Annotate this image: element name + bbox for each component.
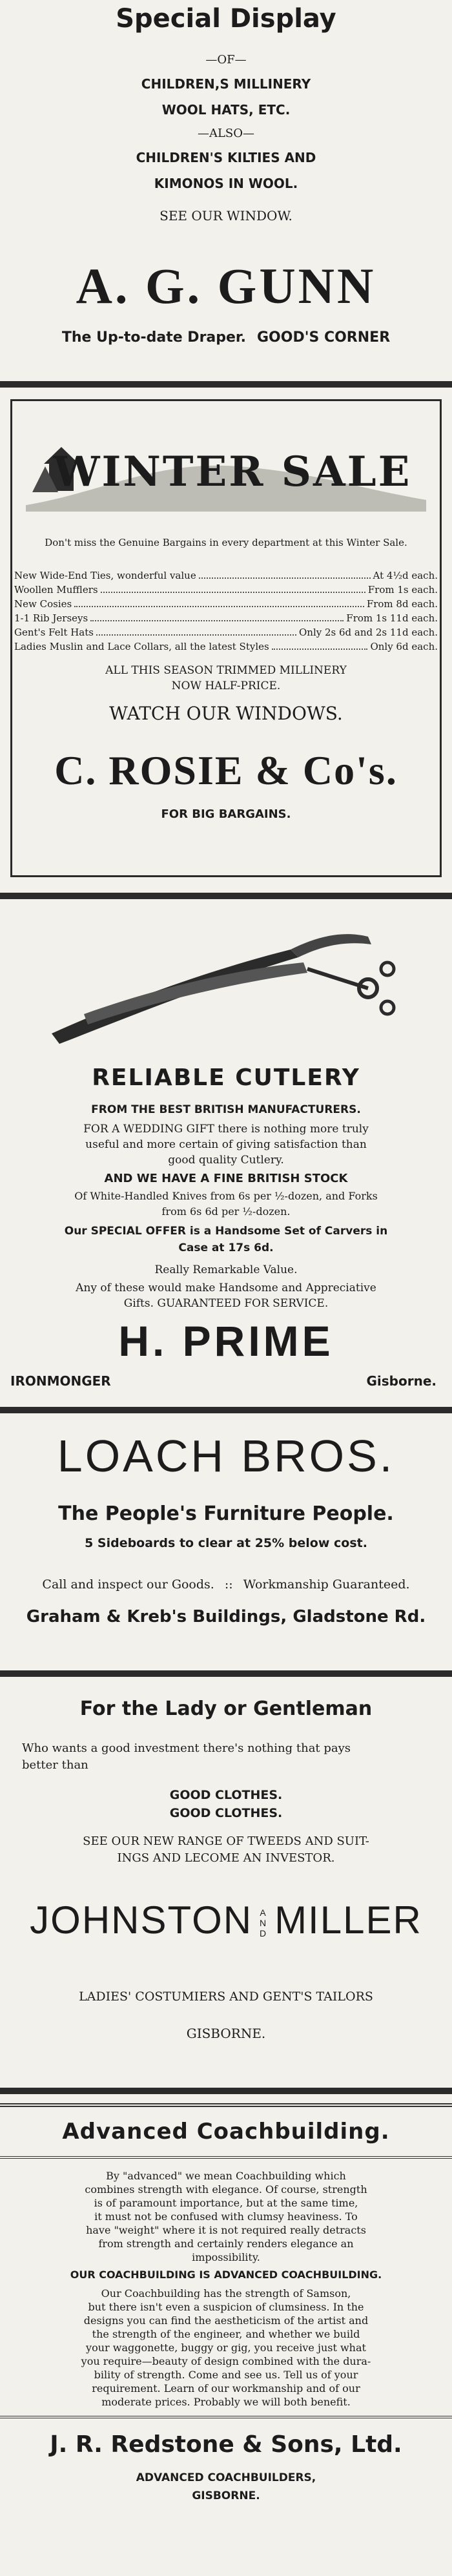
top-rule bbox=[0, 2103, 452, 2107]
redstone-town: GISBORNE. bbox=[192, 2489, 260, 2502]
gift-line-3: good quality Cutlery. bbox=[168, 1154, 284, 1167]
para-line: you require—beauty of design combined with the dura- bbox=[81, 2355, 371, 2367]
price-row bbox=[0, 625, 452, 639]
price-row bbox=[0, 611, 452, 625]
brand-johnston: JOHNSTON bbox=[30, 1898, 253, 1942]
item-name: Ladies Muslin and Lace Collars, all the latest Styles bbox=[14, 641, 269, 652]
brand-miller: MILLER bbox=[274, 1898, 422, 1942]
tweeds-line-2: INGS AND LECOME AN INVESTOR. bbox=[117, 1851, 335, 1865]
para-line: but there isn't even a suspicion of clumsiness. In the bbox=[88, 2301, 364, 2313]
gifts-line-1: Any of these would make Handsome and Appreciative bbox=[76, 1282, 376, 1294]
carving-set-illustration bbox=[45, 917, 407, 1046]
lady-gentleman-headline: For the Lady or Gentleman bbox=[79, 1698, 373, 1720]
half-price-line: NOW HALF-PRICE. bbox=[171, 680, 281, 692]
brand-rosie: C. ROSIE & Co's. bbox=[54, 747, 398, 793]
item-name: Gent's Felt Hats bbox=[14, 627, 94, 638]
gunn-tagline: The Up-to-date Draper. bbox=[61, 329, 246, 346]
jm-town: GISBORNE. bbox=[186, 2026, 266, 2041]
gift-line-2: useful and more certain of giving satisfaction than bbox=[85, 1138, 367, 1151]
separator bbox=[0, 2088, 452, 2094]
prime-trade: IRONMONGER bbox=[10, 1373, 111, 1389]
item-name: New Wide-End Ties, wonderful value bbox=[14, 570, 196, 581]
coachbuilding-para-1 bbox=[0, 2169, 452, 2264]
prime-town: Gisborne. bbox=[366, 1373, 437, 1389]
gifts-line-2: Gifts. GUARANTEED FOR SERVICE. bbox=[123, 1297, 329, 1310]
para-line: moderate prices. Probably we will both benefit. bbox=[101, 2396, 351, 2408]
ad-rosie bbox=[0, 399, 452, 877]
brand-johnston-miller bbox=[0, 1898, 452, 1942]
offer-line-1: Our SPECIAL OFFER is a Handsome Set of Carvers in bbox=[64, 1225, 388, 1238]
cutlery-sub: FROM THE BEST BRITISH MANUFACTURERS. bbox=[91, 1103, 361, 1116]
kilties-line: CHILDREN'S KILTIES AND bbox=[136, 150, 316, 165]
para-line: combines strength with elegance. Of course, strength bbox=[85, 2183, 367, 2196]
brand-gunn: A. G. GUNN bbox=[76, 258, 376, 314]
knife-handle-shape bbox=[291, 934, 371, 957]
coachbuilding-headline: Advanced Coachbuilding. bbox=[62, 2119, 390, 2145]
winter-sale-illustration bbox=[26, 421, 426, 512]
item-price: From 1s 11d each. bbox=[346, 612, 438, 624]
watch-windows-line: WATCH OUR WINDOWS. bbox=[109, 703, 343, 724]
para-line: it must not be confused with clumsy heaviness. To bbox=[94, 2210, 358, 2223]
item-price: From 1s each. bbox=[367, 584, 438, 596]
ad-redstone bbox=[0, 2099, 452, 2576]
gunn-tagline-row bbox=[0, 329, 452, 346]
item-name: New Cosies bbox=[14, 598, 72, 610]
loach-address: Graham & Kreb's Buildings, Gladstone Rd. bbox=[26, 1607, 426, 1626]
para-line: have "weight" where it is not required really detracts bbox=[86, 2224, 366, 2236]
separator bbox=[0, 381, 452, 388]
tweeds-line-1: SEE OUR NEW RANGE OF TWEEDS AND SUIT- bbox=[83, 1834, 369, 1848]
cutlery-headline: RELIABLE CUTLERY bbox=[92, 1065, 360, 1091]
item-price: Only 6d each. bbox=[370, 641, 438, 652]
price-row bbox=[0, 639, 452, 654]
kimonos-line: KIMONOS IN WOOL. bbox=[154, 176, 298, 191]
stock-line: AND WE HAVE A FINE BRITISH STOCK bbox=[104, 1172, 348, 1185]
separator bbox=[0, 1670, 452, 1677]
tailors-line: LADIES' COSTUMIERS AND GENT'S TAILORS bbox=[79, 1989, 373, 2004]
loach-sep: :: bbox=[224, 1577, 233, 1592]
good-clothes-2: GOOD CLOTHES. bbox=[169, 1806, 283, 1820]
loach-guarantee: Workmanship Guaranteed. bbox=[243, 1577, 410, 1592]
offer-line-2: Case at 17s 6d. bbox=[178, 1241, 274, 1254]
price-row bbox=[0, 583, 452, 597]
ad-title: Special Display bbox=[116, 4, 336, 34]
knives-line-2: from 6s 6d per ½-dozen. bbox=[161, 1205, 291, 1218]
para-line: impossibility. bbox=[192, 2251, 260, 2263]
brand-loach: LOACH BROS. bbox=[57, 1431, 395, 1481]
ad-johnston-miller bbox=[0, 1682, 452, 2076]
fork-shank-shape bbox=[307, 969, 368, 988]
gunn-location: GOOD'S CORNER bbox=[257, 329, 391, 346]
also-line: —ALSO— bbox=[197, 127, 255, 140]
ad-loach bbox=[0, 1420, 452, 1659]
investment-line-1: Who wants a good investment there's nothing that pays bbox=[22, 1741, 351, 1755]
fork-guard-ring-shape bbox=[381, 962, 394, 975]
item-price: From 8d each. bbox=[366, 598, 438, 610]
para-line: requirement. Learn of our workmanship and of our bbox=[92, 2382, 360, 2394]
gift-line-1: FOR A WEDDING GIFT there is nothing more truly bbox=[83, 1123, 369, 1136]
investment-line-2: better than bbox=[22, 1758, 88, 1772]
separator bbox=[0, 893, 452, 899]
remark-line: Really Remarkable Value. bbox=[154, 1263, 298, 1276]
loach-offer: 5 Sideboards to clear at 25% below cost. bbox=[85, 1536, 367, 1550]
ad-prime bbox=[0, 904, 452, 1395]
item-name: 1-1 Rib Jerseys bbox=[14, 612, 88, 624]
item-price: At 4½d each. bbox=[373, 570, 438, 581]
para-line: Our Coachbuilding has the strength of Samson, bbox=[101, 2287, 351, 2300]
price-row bbox=[0, 597, 452, 611]
winter-sale-banner: WINTER SALE bbox=[53, 448, 412, 496]
redstone-trade: ADVANCED COACHBUILDERS, bbox=[136, 2471, 316, 2484]
coachbuilding-para-2 bbox=[0, 2287, 452, 2409]
coachbuilding-caps: OUR COACHBUILDING IS ADVANCED COACHBUILDING. bbox=[70, 2269, 382, 2281]
trimmed-line: ALL THIS SEASON TRIMMED MILLINERY bbox=[105, 664, 347, 677]
fork-guard-ring-shape bbox=[381, 1001, 394, 1014]
brand-redstone: J. R. Redstone & Sons, Ltd. bbox=[50, 2431, 402, 2458]
headline-rule bbox=[0, 2156, 452, 2159]
millinery-line: CHILDREN,S MILLINERY bbox=[141, 76, 311, 92]
see-window-line: SEE OUR WINDOW. bbox=[159, 208, 293, 223]
para-line: is of paramount importance, but at the same time, bbox=[94, 2197, 358, 2209]
para-line: your waggonette, buggy or gig, you receive just what bbox=[86, 2342, 366, 2354]
sale-price-list bbox=[0, 568, 452, 654]
item-price: Only 2s 6d and 2s 11d each. bbox=[298, 627, 438, 638]
separator bbox=[0, 1407, 452, 1413]
loach-call: Call and inspect our Goods. bbox=[42, 1577, 214, 1592]
rosie-tagline: FOR BIG BARGAINS. bbox=[161, 807, 291, 821]
para-line: from strength and certainly renders elegance an bbox=[98, 2238, 354, 2250]
brand-and: AND bbox=[260, 1907, 268, 1939]
knives-line-1: Of White-Handled Knives from 6s per ½-dozen, and Forks bbox=[74, 1190, 378, 1202]
loach-call-row bbox=[0, 1577, 452, 1592]
sale-intro: Don't miss the Genuine Bargains in every department at this Winter Sale. bbox=[45, 537, 407, 548]
good-clothes-1: GOOD CLOTHES. bbox=[169, 1788, 283, 1802]
ad-gunn bbox=[0, 0, 452, 362]
para-line: designs you can find the aestheticism of the artist and bbox=[83, 2314, 369, 2327]
item-name: Woollen Mufflers bbox=[14, 584, 98, 596]
para-line: the strength of the engineer, and whether we build bbox=[92, 2328, 360, 2340]
wool-hats-line: WOOL HATS, ETC. bbox=[161, 102, 291, 118]
price-row bbox=[0, 568, 452, 583]
of-line: —OF— bbox=[205, 53, 247, 67]
para-line: bility of strength. Come and see us. Tell us of your bbox=[94, 2369, 358, 2381]
loach-slogan: The People's Furniture People. bbox=[58, 1502, 394, 1525]
para-line: By "advanced" we mean Coachbuilding which bbox=[106, 2170, 346, 2182]
brand-prime: H. PRIME bbox=[118, 1317, 334, 1365]
brand-rule bbox=[0, 2416, 452, 2418]
